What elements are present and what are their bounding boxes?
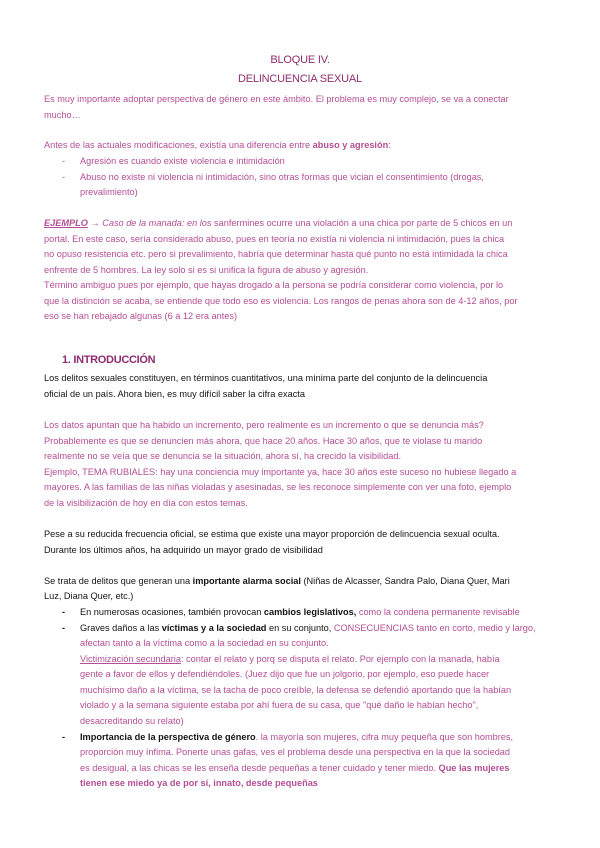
example-line: [44, 216, 512, 232]
text-bold: y a la: [198, 623, 227, 633]
text-span: : contar el relato y porq se disputa el relato. Por ejemplo con la manada, había: [180, 654, 500, 664]
document-title-block: BLOQUE IV.: [270, 54, 330, 66]
bullet-item-cont: [80, 761, 510, 777]
example-rest: sanfermines ocurre una violación a una chica por parte de 5 chicos en un: [211, 218, 513, 228]
text-bold: víctimas: [161, 623, 199, 633]
paragraph-line: Ejemplo, TEMA RUBIALES: hay una conciencia muy importante ya, hace 30 años este suceso no hubiese llegado a: [44, 467, 517, 477]
text-span: Se trata de delitos que generan una: [44, 576, 193, 586]
before-lead-end: :: [388, 140, 391, 150]
text-span: En numerosas ocasiones, también provocan: [80, 607, 264, 617]
example-line: no opuso resistencia etc. pero si prevalimiento, habría que determinar hasta qué punto no está intimidada la chica: [44, 249, 508, 259]
paragraph-line: [44, 574, 510, 590]
section-heading: 1. INTRODUCCIÓN: [62, 354, 156, 366]
text-bold: Que las mujeres: [438, 763, 510, 773]
example-label: EJEMPLO: [44, 218, 88, 228]
bullet-item: Abuso no existe ni violencia ni intimidación, sino otras formas que vician el consentimiento (drogas,: [80, 172, 484, 182]
example-line: Término ambiguo pues por ejemplo, que hayas drogado a la persona se podría considerar como violencia, por lo: [44, 280, 504, 290]
text-bold: perspectiva de género: [158, 732, 256, 742]
paragraph-line: de la visibilización de hoy en día con estos temas.: [44, 498, 248, 508]
before-lead-text: Antes de las actuales modificaciones, existía una diferencia entre: [44, 140, 313, 150]
text-bold: importante alarma social: [192, 576, 301, 586]
text-span: (Niñas de Alcasser, Sandra Palo, Diana Quer, Mari: [300, 576, 510, 586]
bullet-item: [80, 605, 520, 621]
bullet-dash: -: [62, 732, 66, 742]
intro-line: mucho…: [44, 110, 81, 120]
text-bold: Importancia de la: [80, 732, 159, 742]
text-span: en su conjunto,: [266, 623, 334, 633]
bullet-item-cont: tienen ese miedo ya de por sí, innato, desde pequeñas: [80, 778, 318, 788]
paragraph-line: oficial de un país. Ahora bien, es muy difícil saber la cifra exacta: [44, 389, 305, 399]
example-line: que la distinción se acaba, se entiende que todo eso es violencia. Los rangos de penas ahora son de 4-12 años, por: [44, 296, 518, 306]
bullet-item-cont: gente a favor de ellos y defendiéndoles. (Juez dijo que fue un jolgorio, por ejemplo, eso puede hacer: [80, 669, 490, 679]
bullet-item: [80, 621, 536, 637]
text-bold: sociedad: [226, 623, 267, 633]
text-span: es desigual, a las chicas se les enseña desde pequeñas a tener cuidado y tener miedo.: [80, 763, 439, 773]
bullet-item-cont: violado y a la semana siguiente estaba por ahí fuera de su casa, que "qué daño le habían hecho",: [80, 700, 479, 710]
text-pink: . la mayoría son mujeres, cifra muy pequeña que son hombres,: [255, 732, 514, 742]
example-line: portal. En este caso, sería considerado abuso, pues en teoría no existía ni violencia ni intimidación, pues la chica: [44, 234, 505, 244]
bullet-item: [80, 730, 513, 746]
bullet-item-cont: proporción muy ínfima. Ponerte unas gafas, ves el problema desde una perspectiva en la que la sociedad: [80, 747, 511, 757]
bullet-item-cont: [80, 652, 500, 668]
text-pink: CONSECUENCIAS tanto en corto, medio y largo,: [333, 623, 536, 633]
example-line: eso se han rebajado algunas (6 a 12 era antes): [44, 311, 238, 321]
paragraph-line: Los delitos sexuales constituyen, en términos cuantitativos, una mínima parte del conjunto de la delincuencia: [44, 373, 488, 383]
bullet-dash: -: [62, 607, 66, 617]
paragraph-line: Los datos apuntan que ha habido un incremento, pero realmente es un incremento o que se denuncia más?: [44, 420, 484, 430]
text-underline: Victimización secundaria: [80, 654, 181, 664]
paragraph-line: Luz, Diana Quer, etc.): [44, 591, 134, 601]
intro-line: Es muy importante adoptar perspectiva de género en este ámbito. El problema es muy complejo, se va a conectar: [44, 94, 509, 104]
document-title: DELINCUENCIA SEXUAL: [238, 73, 362, 85]
example-arrow: → Caso de la manada: en los: [87, 218, 212, 228]
bullet-item-cont: desacreditando su relato): [80, 716, 184, 726]
paragraph-line: Pese a su reducida frecuencia oficial, se estima que existe una mayor proporción de delincuencia sexual oculta.: [44, 529, 500, 539]
text-bold: cambios legislativos,: [263, 607, 357, 617]
paragraph-line: mayores. A las familias de las niñas violadas y asesinadas, se les reconoce simplemente con ver una foto, ejemplo: [44, 482, 512, 492]
bullet-item-cont: muchísimo daño a la víctima, se la tacha de poco creíble, la defensa se defendió aportando que la habían: [80, 685, 512, 695]
before-lead-bold: abuso y agresión: [312, 140, 389, 150]
bullet-dash: -: [62, 623, 66, 633]
text-span: Graves daños a las: [80, 623, 162, 633]
bullet-dash: -: [62, 172, 66, 182]
text-pink: como la condena permanente revisable: [356, 607, 520, 617]
bullet-item-cont: prevalimiento): [80, 187, 138, 197]
bullet-item-cont: afectan tanto a la víctima como a la sociedad en su conjunto.: [80, 638, 329, 648]
bullet-item: Agresión es cuando existe violencia e intimidación: [80, 156, 285, 166]
example-line: enfrente de 5 hombres. La ley solo si es si unifica la figura de abuso y agresión.: [44, 265, 369, 275]
paragraph-line: Probablemente es que se denuncien más ahora, que hace 20 años. Hace 30 años, que te violase tu marido: [44, 436, 483, 446]
before-lead: [44, 138, 391, 154]
paragraph-line: realmente no se veía que se denuncia se la situación, ahora sí, ha crecido la visibilidad.: [44, 451, 401, 461]
bullet-dash: -: [62, 156, 66, 166]
paragraph-line: Durante los últimos años, ha adquirido un mayor grado de visibilidad: [44, 545, 323, 555]
